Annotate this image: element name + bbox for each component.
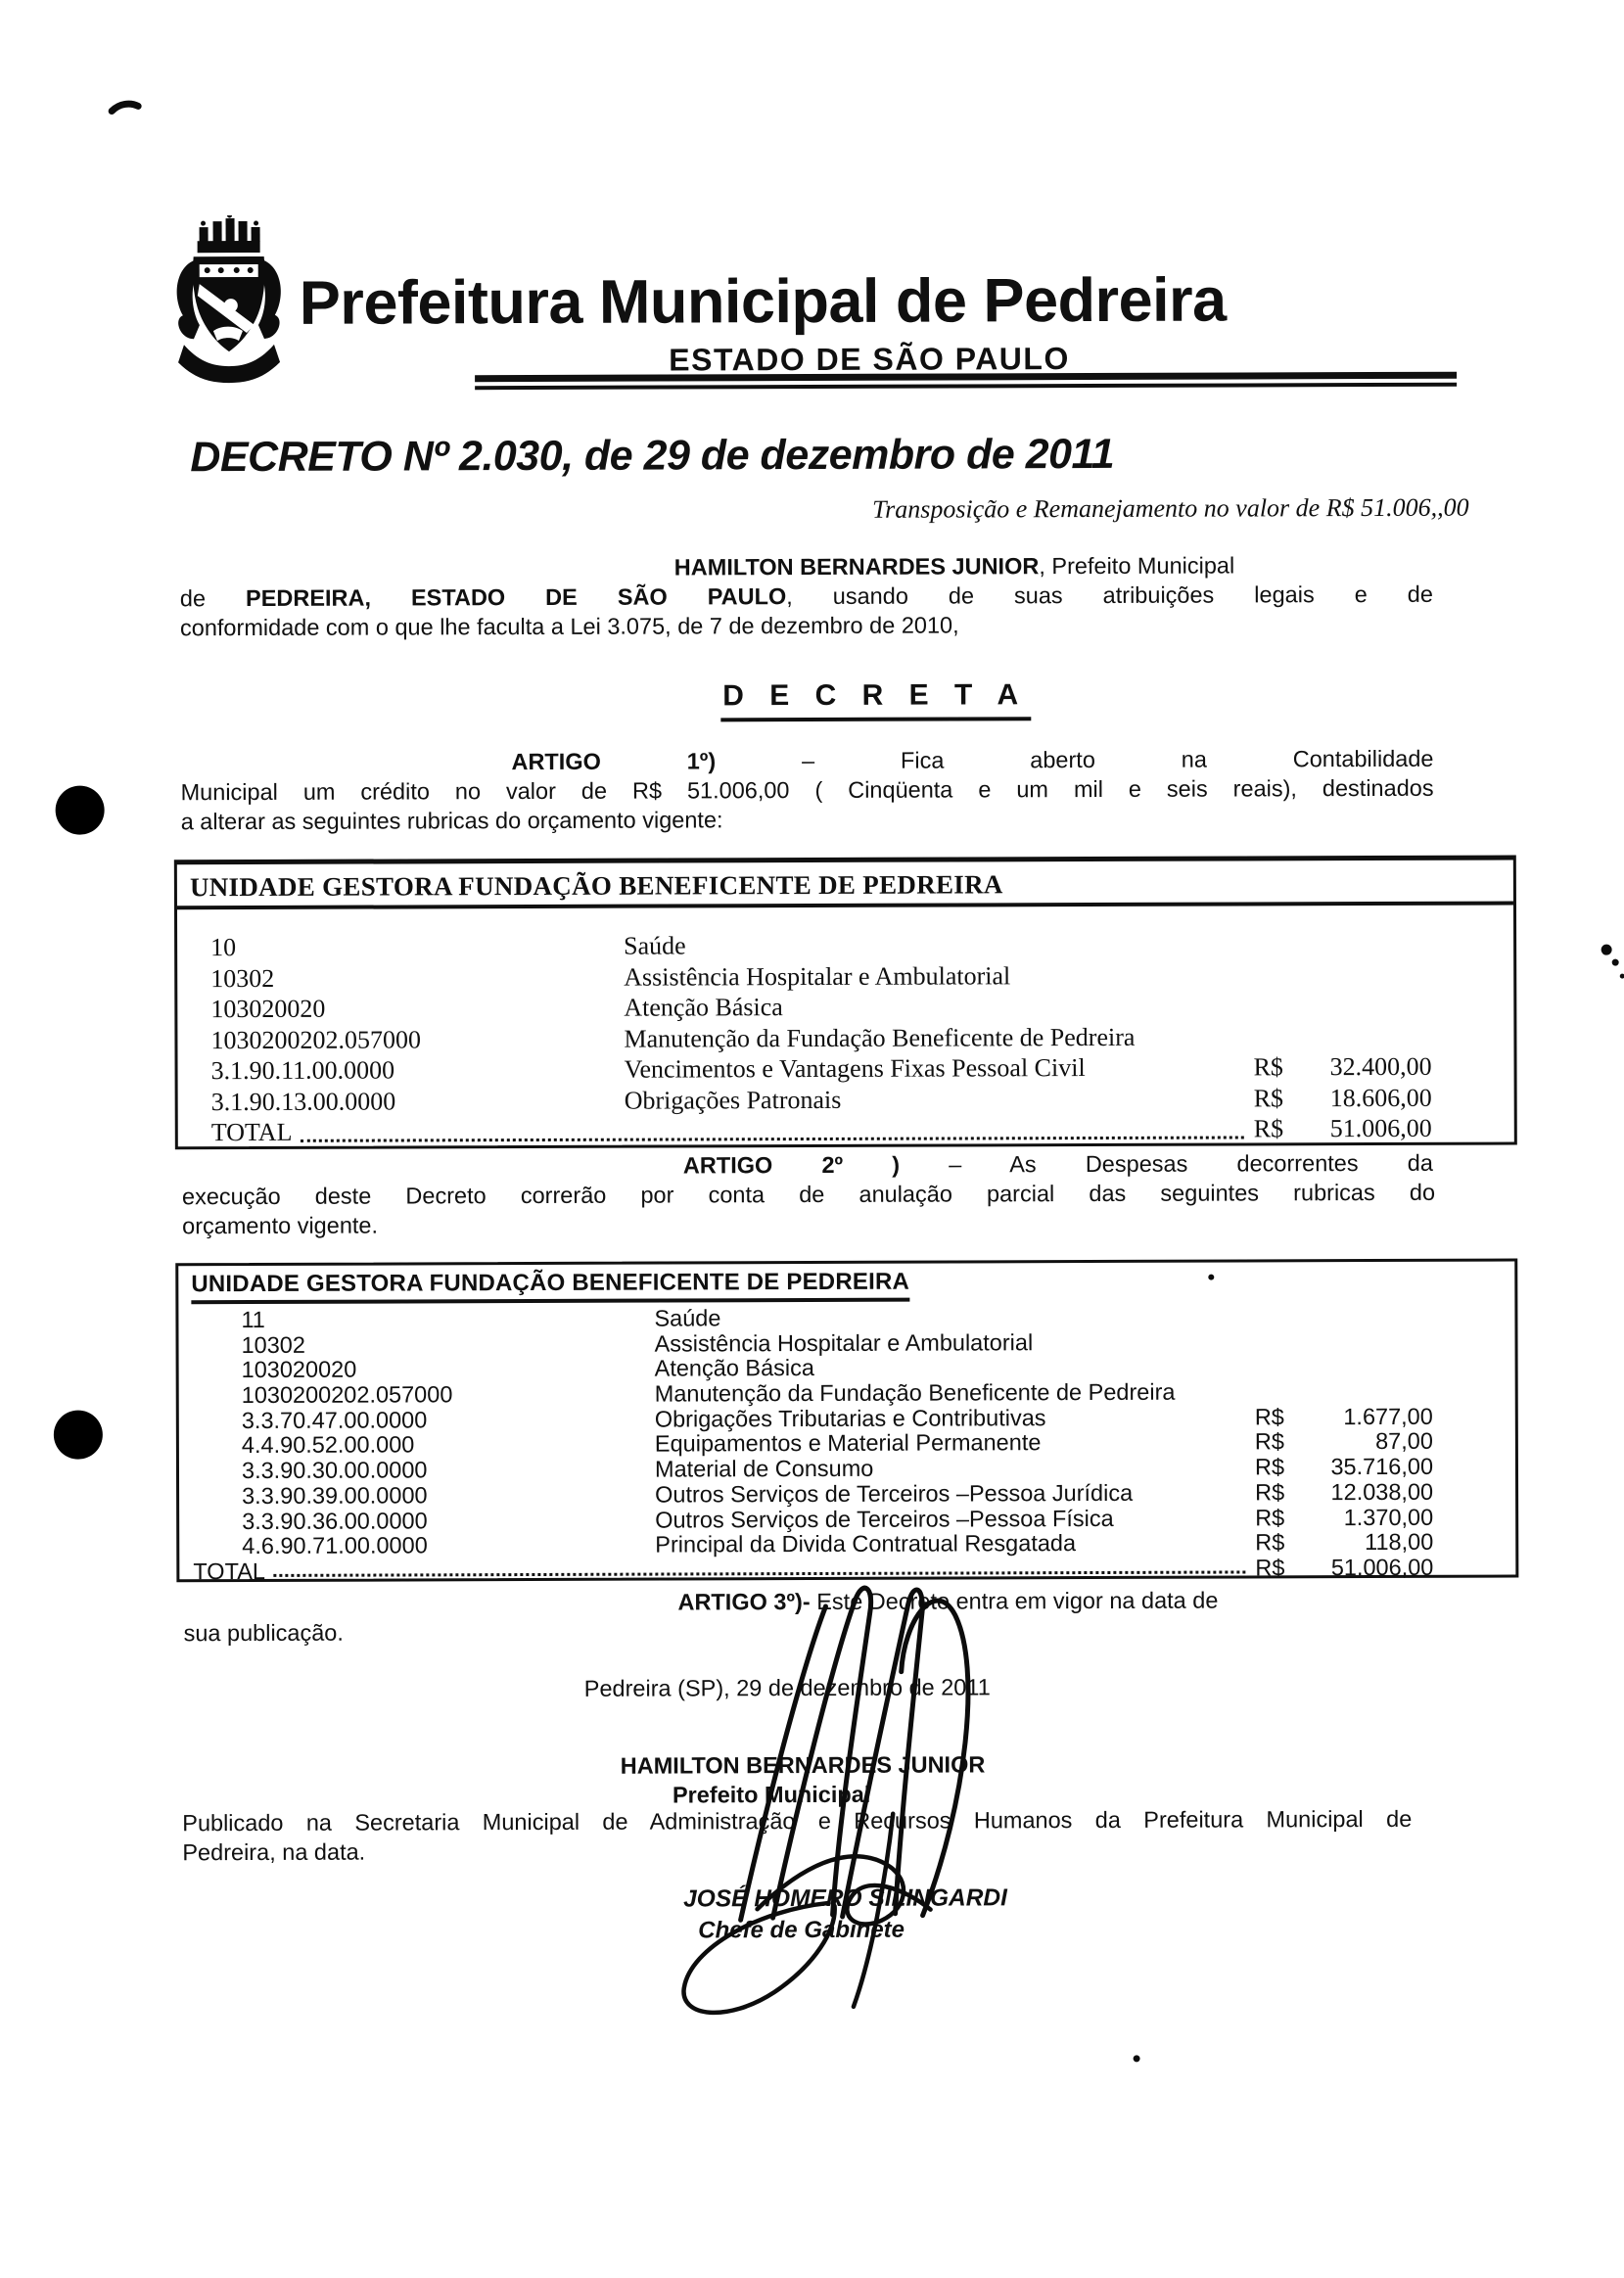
amount: 51.006,00 (1329, 1113, 1432, 1143)
decreta-heading (720, 678, 1031, 721)
table-row (177, 990, 1513, 1025)
preamble-text: de (179, 585, 247, 612)
budget-desc: Outros Serviços de Terceiros –Pessoa Jurídica (655, 1479, 1134, 1508)
budget-code: 103020020 (241, 1357, 357, 1383)
budget-code: 3.1.90.13.00.0000 (210, 1086, 396, 1116)
budget-desc: Equipamentos e Material Permanente (654, 1429, 1042, 1458)
amount: 35.716,00 (1330, 1453, 1434, 1480)
pen-mark (112, 104, 138, 111)
amount: 18.606,00 (1329, 1083, 1432, 1112)
table-title: UNIDADE GESTORA FUNDAÇÃO BENEFICENTE DE PEDREIRA (191, 1269, 909, 1305)
budget-desc: Obrigações Tributarias e Contributivas (654, 1404, 1046, 1432)
budget-code: 11 (241, 1306, 265, 1333)
currency: R$ (1255, 1529, 1285, 1556)
budget-table-credit (174, 855, 1517, 1149)
amount: 118,00 (1365, 1528, 1434, 1556)
budget-code: 4.6.90.71.00.0000 (242, 1532, 428, 1559)
currency: R$ (1254, 1428, 1284, 1455)
dotted-leader (300, 1136, 1243, 1141)
chief-signature-role: Chefe de Gabinete (698, 1916, 905, 1944)
amount: 1.370,00 (1343, 1504, 1434, 1530)
table-row (178, 1051, 1514, 1087)
currency: R$ (1255, 1479, 1285, 1506)
punch-hole-mark (54, 1411, 103, 1460)
artigo2-text: – As Despesas decorrentes da (900, 1149, 1433, 1178)
budget-code: 3.3.90.30.00.0000 (241, 1457, 428, 1484)
publication-note-line2: Pedreira, na data. (182, 1838, 366, 1866)
budget-code: 10 (210, 933, 237, 962)
table-title: UNIDADE GESTORA FUNDAÇÃO BENEFICENTE DE PEDREIRA (177, 860, 1513, 909)
table-row (177, 1021, 1513, 1056)
decree-title: DECRETO Nº 2.030, de 29 de dezembro de 2011 (190, 430, 1115, 482)
budget-desc: Manutenção da Fundação Beneficente de Pedreira (654, 1378, 1176, 1407)
chief-signature-name: JOSÉ HOMERO SILINGARDI (683, 1884, 1007, 1913)
table-row (177, 928, 1513, 963)
mayor-signature-role: Prefeito Municipal (672, 1781, 871, 1808)
preamble-line1 (674, 551, 1234, 581)
currency: R$ (1253, 1052, 1283, 1082)
currency: R$ (1253, 1114, 1284, 1143)
org-title: Prefeitura Municipal de Pedreira (299, 265, 1227, 338)
total-label: TOTAL (193, 1557, 265, 1585)
budget-desc: Saúde (654, 1305, 721, 1331)
artigo1-line2: Municipal um crédito no valor de R$ 51.006,00 ( Cinqüenta e um mil e seis reais), destinados (180, 774, 1434, 806)
publication-note-line1: Publicado na Secretaria Municipal de Administração e Recursos Humanos da Prefeitura Municipal de (182, 1805, 1413, 1836)
header-double-rule (475, 372, 1457, 391)
amount: 1.677,00 (1343, 1403, 1433, 1429)
budget-desc: Principal da Divida Contratual Resgatada (655, 1530, 1077, 1557)
budget-desc: Material de Consumo (654, 1455, 874, 1482)
artigo1-label: ARTIGO 1º) (511, 748, 717, 775)
org-state-line: ESTADO DE SÃO PAULO (669, 341, 1070, 378)
currency: R$ (1255, 1555, 1285, 1581)
place-name-inline: PEDREIRA, ESTADO DE SÃO PAULO (245, 583, 787, 612)
budget-desc: Assistência Hospitalar e Ambulatorial (654, 1328, 1034, 1357)
table-row (177, 959, 1513, 995)
budget-desc: Atenção Básica (654, 1355, 814, 1381)
artigo2-label: ARTIGO 2º ) (682, 1151, 901, 1179)
budget-desc: Manutenção da Fundação Beneficente de Pedreira (624, 1022, 1136, 1053)
decreta-heading-text: D E C R E T A (720, 678, 1031, 721)
currency: R$ (1255, 1504, 1285, 1530)
budget-code: 1030200202.057000 (210, 1024, 422, 1054)
currency: R$ (1253, 1083, 1284, 1112)
artigo3-text: Este Decreto entra em vigor na data de (810, 1587, 1219, 1615)
budget-desc: Assistência Hospitalar e Ambulatorial (624, 960, 1011, 992)
artigo1-line3: a alterar as seguintes rubricas do orçamento vigente: (180, 807, 723, 835)
budget-code: 3.3.90.36.00.0000 (242, 1507, 428, 1534)
artigo3-line1 (677, 1587, 1218, 1617)
dotted-leader (273, 1570, 1245, 1576)
artigo2-line1 (683, 1149, 1433, 1181)
budget-code: 10302 (241, 1331, 305, 1358)
budget-desc: Obrigações Patronais (624, 1085, 842, 1115)
dateline: Pedreira (SP), 29 de dezembro de 2011 (583, 1674, 991, 1701)
mayor-role-inline: , Prefeito Municipal (1039, 552, 1235, 580)
preamble-text: , usando de suas atribuições legais e de (786, 581, 1433, 610)
table-rows (178, 1302, 1515, 1583)
punch-hole-mark (56, 786, 105, 835)
artigo3-label: ARTIGO 3º)- (677, 1589, 811, 1615)
artigo2-line2: execução deste Decreto correrão por conta de anulação parcial das seguintes rubricas do (181, 1179, 1436, 1210)
budget-desc: Saúde (624, 931, 686, 960)
total-label: TOTAL (210, 1117, 293, 1147)
mayor-signature-name: HAMILTON BERNARDES JUNIOR (620, 1751, 986, 1779)
budget-code: 3.3.90.39.00.0000 (242, 1482, 428, 1509)
budget-desc: Atenção Básica (624, 993, 783, 1022)
artigo1-text: – Fica aberto na Contabilidade (716, 745, 1434, 774)
budget-code: 103020020 (210, 994, 326, 1024)
pedreira-coat-of-arms-icon (170, 215, 289, 390)
preamble-line2 (180, 581, 1433, 613)
table-rows (177, 905, 1514, 1148)
decree-annotation: Transposição e Remanejamento no valor de R$ 51.006,,00 (872, 492, 1469, 524)
table-row (178, 1083, 1514, 1118)
budget-code: 4.4.90.52.00.000 (241, 1431, 415, 1459)
budget-code: 3.1.90.11.00.0000 (210, 1055, 395, 1086)
artigo3-line2: sua publicação. (183, 1619, 344, 1647)
currency: R$ (1254, 1454, 1285, 1480)
currency: R$ (1254, 1404, 1284, 1430)
budget-code: 10302 (210, 963, 275, 993)
artigo2-line3: orçamento vigente. (182, 1212, 379, 1239)
budget-code: 1030200202.057000 (241, 1381, 453, 1409)
artigo1-line1 (511, 745, 1433, 776)
amount: 51.006,00 (1330, 1554, 1434, 1581)
budget-table-annulment (175, 1258, 1518, 1585)
amount: 12.038,00 (1330, 1478, 1434, 1505)
budget-desc: Vencimentos e Vantagens Fixas Pessoal Civil (624, 1053, 1086, 1084)
amount: 87,00 (1375, 1428, 1433, 1455)
budget-code: 3.3.70.47.00.0000 (241, 1407, 428, 1433)
budget-desc: Outros Serviços de Terceiros –Pessoa Física (655, 1505, 1114, 1533)
table-total-row (178, 1113, 1514, 1148)
preamble-line3: conformidade com o que lhe faculta a Lei 3.075, de 7 de dezembro de 2010, (179, 612, 959, 641)
amount: 32.400,00 (1329, 1051, 1432, 1082)
mayor-name-inline: HAMILTON BERNARDES JUNIOR (673, 553, 1040, 581)
